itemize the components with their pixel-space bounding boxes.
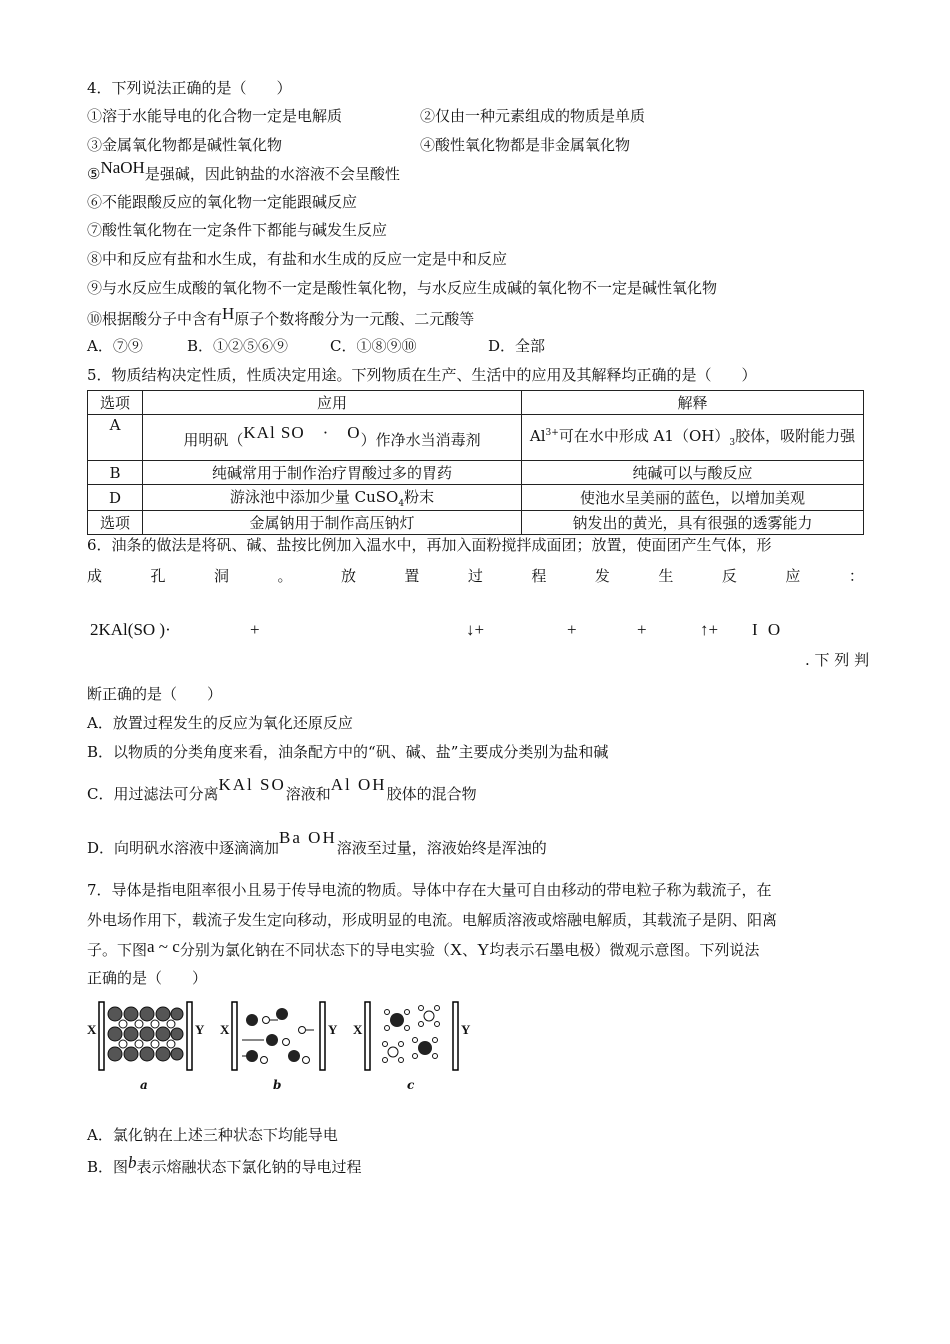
fig-a-electrode-y: Y [195, 1022, 205, 1037]
row-e-application: 金属钠用于制作高压钠灯 [143, 511, 522, 535]
fig-a-caption: a [140, 1078, 148, 1092]
row-a-app-text: 用明矾（ [183, 431, 244, 449]
q5-stem: 5．物质结构决定性质，性质决定用途。下列物质在生产、生活中的应用及其解释均正确的是（ ） [87, 366, 757, 384]
table-header-row [88, 391, 864, 415]
opt-b-formula: b [128, 1153, 137, 1172]
spread-char: 放 [340, 567, 356, 585]
eq-water: I O [752, 620, 784, 639]
spread-char: 成 [87, 567, 103, 585]
spread-char: ： [848, 567, 864, 585]
q6-option-d [87, 828, 547, 858]
figure-b-diagram [220, 1000, 340, 1080]
opt-b-text: B．图 [87, 1158, 129, 1176]
q7-line-3 [87, 937, 760, 960]
q4-s10-h: H [222, 304, 235, 323]
table-row [88, 461, 864, 485]
q4-option-b: B．①②⑤⑥⑨ [187, 337, 289, 355]
q7-option-b [87, 1153, 362, 1177]
spread-char: 反 [721, 567, 737, 585]
header-option: 选项 [88, 391, 143, 415]
q4-statement-6: ⑥不能跟酸反应的氧化物一定能跟碱反应 [87, 193, 358, 211]
figure-c-diagram [353, 1000, 473, 1080]
q4-s5-formula: NaOH [100, 158, 145, 177]
q6-option-b: B．以物质的分类角度来看，油条配方中的“矾、碱、盐”主要成分类别为盐和碱 [87, 743, 609, 761]
spread-char: 置 [404, 567, 420, 585]
table-row [88, 511, 864, 535]
fig-b-electrode-x: X [220, 1022, 230, 1037]
eq-tail: . 下 列 判 [805, 651, 870, 669]
l3-sep: 、 [462, 941, 478, 959]
row-a-explanation [522, 415, 864, 461]
q5-table [87, 390, 864, 535]
spread-char: 程 [531, 567, 547, 585]
q4-option-c: C．①⑧⑨⑩ [330, 337, 417, 355]
opt-c-formula-1: KAl SO [218, 775, 286, 794]
eq-precipitate: ↓+ [466, 620, 485, 639]
row-a-exp-text: 可在水中形成 A1（OH） [558, 426, 730, 445]
q7-line-4: 正确的是（ ） [87, 969, 208, 987]
row-a-exp-subscript: 3 [729, 437, 736, 448]
q4-statement-3: ③金属氧化物都是碱性氧化物 [87, 136, 283, 154]
row-b-option: B [88, 461, 143, 485]
figure-a-diagram [87, 1000, 207, 1080]
spread-char: 过 [467, 567, 483, 585]
q4-statement-5 [87, 158, 400, 184]
q4-stem: 4．下列说法正确的是（ ） [87, 79, 292, 97]
q4-statement-2: ②仅由一种元素组成的物质是单质 [420, 107, 646, 125]
q4-statement-8: ⑧中和反应有盐和水生成，有盐和水生成的反应一定是中和反应 [87, 250, 508, 268]
q4-s5-text: 是强碱，因此钠盐的水溶液不会呈酸性 [144, 165, 400, 183]
opt-b-text-2: 表示熔融状态下氯化钠的导电过程 [136, 1158, 362, 1176]
row-b-explanation: 纯碱可以与酸反应 [522, 461, 864, 485]
row-b-application: 纯碱常用于制作治疗胃酸过多的胃药 [143, 461, 522, 485]
fig-c-caption: c [407, 1078, 415, 1092]
l3-text-2: 分别为氯化钠在不同状态下的导电实验（ [179, 941, 450, 959]
fig-a-electrode-x: X [87, 1022, 97, 1037]
row-e-option: 选项 [88, 511, 143, 535]
q6-option-c [87, 775, 477, 804]
l3-text: 子。下图 [87, 941, 148, 959]
q4-statement-10 [87, 304, 475, 329]
q7-line-1: 7．导体是指电阻率很小且易于传导电流的物质。导体中存在大量可自由移动的带电粒子称为载流子，在 [87, 881, 772, 899]
l3-y: Y [477, 940, 490, 959]
spread-char: 生 [658, 567, 674, 585]
opt-c-text-3: 胶体的混合物 [386, 785, 477, 803]
spread-char: 。 [277, 567, 293, 585]
opt-d-text-2: 溶液至过量，溶液始终是浑浊的 [336, 839, 547, 857]
fig-c-electrode-x: X [353, 1022, 363, 1037]
spread-char: 洞 [213, 567, 229, 585]
row-a-ion: Al [529, 426, 546, 445]
q6-option-a: A．放置过程发生的反应为氧化还原反应 [87, 714, 353, 732]
q4-statement-4: ④酸性氧化物都是非金属氧化物 [420, 136, 631, 154]
q7-option-a: A．氯化钠在上述三种状态下均能导电 [87, 1126, 338, 1144]
fig-c-electrode-y: Y [461, 1022, 471, 1037]
q4-statement-9: ⑨与水反应生成酸的氧化物不一定是酸性氧化物，与水反应生成碱的氧化物不一定是碱性氧化物 [87, 279, 718, 297]
fig-b-electrode-y: Y [328, 1022, 338, 1037]
opt-c-formula-2: Al OH [330, 775, 387, 794]
row-a-exp-text-2: 胶体，吸附能力强 [735, 426, 856, 445]
q6-stem: 6．油条的做法是将矾、碱、盐按比例加入温水中，再加入面粉搅拌成面团；放置，使面团产生气体，形 [87, 536, 772, 554]
q4-s10-a: ⑩根据酸分子中含有 [87, 310, 223, 328]
opt-d-text: D．向明矾水溶液中逐滴滴加 [87, 839, 280, 857]
table-row [88, 485, 864, 511]
eq-part-a: 2KAl(SO )· [90, 620, 171, 639]
q4-s5-prefix: ⑤ [87, 165, 101, 183]
fig-b-caption: b [273, 1078, 282, 1092]
q6-spread-line [87, 566, 864, 586]
l3-text-3: 均表示石墨电极）微观示意图。下列说法 [489, 941, 760, 959]
row-d-app-text: 游泳池中添加少量 CuSO [229, 488, 399, 506]
row-d-explanation: 使池水呈美丽的蓝色，以增加美观 [522, 485, 864, 511]
opt-c-text: C．用过滤法可分离 [87, 785, 219, 803]
spread-char: 孔 [150, 567, 166, 585]
eq-gas: ↑+ [700, 620, 719, 639]
header-explanation: 解释 [522, 391, 864, 415]
q4-option-a: A．⑦⑨ [87, 337, 143, 355]
q6-stem-cont: 断正确的是（ ） [87, 685, 223, 703]
eq-plus-2: + [567, 620, 577, 639]
row-d-option: D [88, 485, 143, 511]
header-application: 应用 [143, 391, 522, 415]
row-a-formula: KAl SO · O [243, 423, 361, 442]
row-e-explanation: 钠发出的黄光，具有很强的透雾能力 [522, 511, 864, 535]
row-a-option: A [88, 415, 143, 461]
l3-x: X [449, 940, 463, 959]
q4-statement-1: ①溶于水能导电的化合物一定是电解质 [87, 107, 343, 125]
q7-line-2: 外电场作用下，载流子发生定向移动，形成明显的电流。电解质溶液或熔融电解质，其载流子是阴、阳离 [87, 911, 778, 929]
q4-s10-b: 原子个数将酸分为一元酸、二元酸等 [234, 310, 475, 328]
l3-formula: a ~ c [147, 937, 180, 956]
eq-plus-1: + [250, 620, 260, 639]
row-d-application [143, 485, 522, 511]
row-a-app-text-2: ）作净水当消毒剂 [360, 431, 481, 449]
row-d-app-text-2: 粉末 [404, 488, 435, 506]
table-row [88, 415, 864, 461]
q4-statement-7: ⑦酸性氧化物在一定条件下都能与碱发生反应 [87, 221, 388, 239]
row-a-application [143, 415, 522, 461]
opt-c-text-2: 溶液和 [285, 785, 331, 803]
row-d-subscript: 4 [398, 499, 405, 509]
q4-option-d: D．全部 [488, 337, 546, 355]
opt-d-formula: Ba OH [279, 828, 337, 847]
q7-figures [87, 1000, 487, 1090]
eq-plus-3: + [637, 620, 647, 639]
row-a-ion-charge: 3+ [545, 427, 559, 438]
spread-char: 应 [785, 567, 801, 585]
spread-char: 发 [594, 567, 610, 585]
